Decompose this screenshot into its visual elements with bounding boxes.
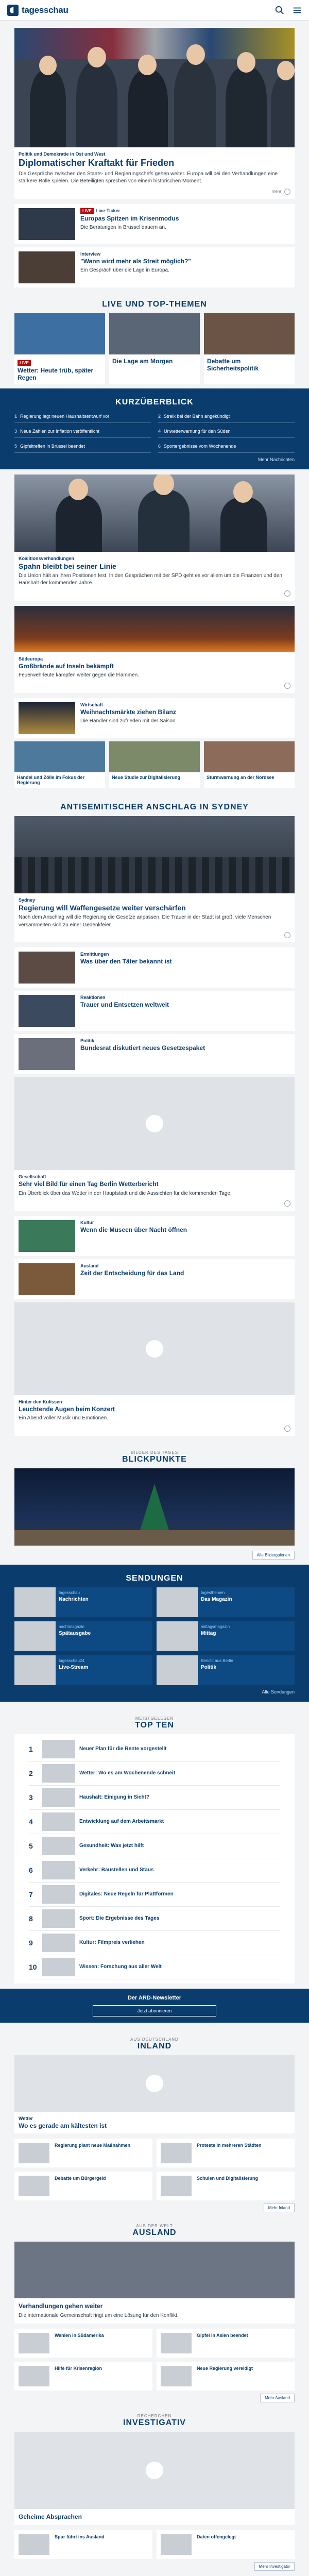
topten-item[interactable]: 8 Sport: Die Ergebnisse des Tages — [29, 1907, 280, 1931]
kurz-item[interactable]: 1 Regierung legt neuen Haushaltsentwurf vor — [14, 411, 151, 423]
kurzueberblick — [0, 388, 309, 469]
list-teaser-title: Was über den Täter bekannt ist — [80, 958, 172, 965]
lead-text: Die Gespräche zwischen den Staats- und Regierungschefs gehen weiter. Europa will bei den Verhandlungen eine stärkere Rolle spielen. Die Beteiligten sprechen von einem historischen Moment. — [19, 171, 278, 184]
list-teaser[interactable]: Politik Bundesrat diskutiert neues Gesetzespaket — [14, 1034, 295, 1074]
section-title-wissen — [14, 2573, 295, 2576]
kurz-item[interactable]: 6 Sportergebnisse vom Wochenende — [158, 441, 295, 453]
list-teaser[interactable]: Regierung plant neue Maßnahmen — [14, 2139, 152, 2167]
media-title: Leuchtende Augen beim Konzert — [19, 1405, 115, 1413]
kurz-title: KURZÜBERBLICK — [115, 398, 194, 407]
sendung-item[interactable]: tagesthemen Das Magazin — [157, 1587, 295, 1617]
list-teaser[interactable]: Kultur Wenn die Museen über Nacht öffnen — [14, 1216, 295, 1256]
list-teaser-text: Ein Gespräch über die Lage in Europa. — [80, 267, 169, 274]
media-text: Ein Abend voller Musik und Emotionen. — [19, 1415, 108, 1421]
sendung-item[interactable]: nachtmagazin Spätausgabe — [14, 1621, 152, 1651]
teaser-dach: Südeuropa — [19, 656, 43, 662]
play-icon[interactable] — [146, 2462, 163, 2479]
list-teaser[interactable]: Spur führt ins Ausland — [14, 2530, 152, 2559]
list-teaser-title: Wenn die Museen über Nacht öffnen — [80, 1226, 187, 1234]
list-teaser-dach: Wirtschaft — [80, 702, 103, 707]
share-icon[interactable] — [284, 189, 290, 195]
teaser-large[interactable] — [14, 606, 295, 693]
teaser-large[interactable] — [14, 474, 295, 601]
thumb-row — [14, 741, 295, 789]
menu-icon[interactable] — [293, 6, 302, 15]
share-icon[interactable] — [284, 683, 290, 689]
topten-item[interactable]: 7 Digitales: Neue Regeln für Plattformen — [29, 1883, 280, 1907]
lead-more-link[interactable]: mehr — [271, 189, 281, 194]
live-item[interactable] — [109, 313, 200, 385]
media-text: Ein Überblick über das Wetter in der Hauptstadt und die Aussichten für die kommenden Tage. — [19, 1190, 232, 1196]
play-icon[interactable] — [146, 1115, 163, 1132]
lead-image — [14, 28, 295, 147]
lead-dachzeile: Politik und Demokratie in Ost und West — [19, 151, 106, 157]
topten-item[interactable]: 2 Wetter: Wo es am Wochenende schneit — [29, 1761, 280, 1786]
play-icon[interactable] — [146, 1340, 163, 1358]
live-badge: LIVE — [80, 208, 94, 214]
lead-teaser[interactable] — [14, 28, 295, 199]
teaser-image — [14, 474, 295, 552]
gallery[interactable] — [14, 1468, 295, 1546]
topten-item[interactable]: 1 Neuer Plan für die Rente vorgestellt — [29, 1737, 280, 1761]
topten-item[interactable]: 3 Haushalt: Einigung in Sicht? — [29, 1786, 280, 1810]
media-title: Sehr viel Bild für einen Tag Berlin Wetterbericht — [19, 1180, 159, 1188]
media-placeholder — [14, 1302, 295, 1395]
list-teaser[interactable]: Ermittlungen Was über den Täter bekannt ist — [14, 947, 295, 988]
sendungen-more-link[interactable]: Alle Sendungen — [262, 1689, 295, 1694]
share-icon[interactable] — [284, 590, 290, 597]
inland-more-button[interactable]: Mehr Inland — [264, 2204, 295, 2212]
logo-text: tagesschau — [22, 5, 68, 15]
list-teaser-dach: Interview — [80, 251, 101, 257]
list-teaser-title: Weihnachtsmärkte ziehen Bilanz — [80, 708, 176, 716]
section-title-blickpunkte: BILDER DES TAGES BLICKPUNKTE — [122, 1450, 187, 1464]
list-teaser[interactable]: Neue Regierung vereidigt — [157, 2362, 295, 2391]
live-item-image — [109, 313, 200, 354]
list-teaser[interactable]: Proteste in mehreren Städten — [157, 2139, 295, 2167]
sendungen — [0, 1565, 309, 1702]
live-item[interactable] — [204, 313, 295, 385]
list-teaser-text: Die Händler sind zufrieden mit der Saison. — [80, 718, 177, 724]
thumb-item[interactable] — [109, 741, 200, 789]
gallery-image — [14, 1468, 295, 1546]
lead-meta — [19, 185, 290, 199]
share-icon[interactable] — [284, 1200, 290, 1207]
feature-headline: Regierung will Waffengesetze weiter verschärfen — [19, 904, 186, 912]
feature-text: Nach dem Anschlag will die Regierung die Gesetze anpassen. Die Trauer in der Stadt ist groß, viele Menschen versammelten sich zu einer Gedenkfeier. — [19, 914, 271, 928]
list-teaser-title: "Wann wird mehr als Streit möglich?" — [80, 257, 191, 265]
thumb-item[interactable] — [204, 741, 295, 789]
section-title-feature: ANTISEMITISCHER ANSCHLAG IN SYDNEY — [60, 803, 249, 812]
share-icon[interactable] — [284, 932, 290, 938]
newsletter-title: Der ARD-Newsletter — [127, 1994, 182, 2001]
topten-list — [14, 1734, 295, 1984]
list-teaser-image — [19, 208, 75, 240]
header-icons — [275, 6, 302, 15]
kurz-grid — [14, 411, 295, 452]
live-item-image — [14, 313, 105, 354]
list-teaser[interactable] — [14, 204, 295, 244]
thumb-item-title: Neue Studie zur Digitalisierung — [112, 774, 181, 780]
list-teaser-dach: Live-Ticker — [95, 208, 121, 214]
list-teaser[interactable]: Wahlen in Südamerika — [14, 2329, 152, 2358]
newsletter-banner — [0, 1989, 309, 2023]
sendungen-title: SENDUNGEN — [126, 1573, 183, 1583]
media-dach: Gesellschaft — [19, 1174, 46, 1180]
ausland-more-button[interactable]: Mehr Ausland — [260, 2394, 295, 2402]
live-row — [14, 313, 295, 385]
topten-item[interactable]: 10 Wissen: Forschung aus aller Welt — [29, 1955, 280, 1979]
topten-item[interactable]: 4 Entwicklung auf dem Arbeitsmarkt — [29, 1810, 280, 1834]
list-teaser[interactable] — [14, 698, 295, 738]
kurz-item[interactable]: 4 Unwetterwarnung für den Süden — [158, 426, 295, 438]
logo-mark-icon — [7, 5, 19, 16]
thumb-item-title: Sturmwarnung an der Nordsee — [207, 774, 274, 780]
live-badge: LIVE — [18, 360, 31, 366]
ausland-lead-title: Verhandlungen gehen weiter — [19, 2302, 103, 2310]
search-icon[interactable] — [275, 6, 284, 15]
list-teaser[interactable]: Daten offengelegt — [157, 2530, 295, 2559]
section-title-inland: AUS DEUTSCHLAND INLAND — [130, 2037, 179, 2050]
topten-item[interactable]: 5 Gesundheit: Was jetzt hilft — [29, 1834, 280, 1858]
list-teaser-title: Bundesrat diskutiert neues Gesetzespaket — [80, 1044, 205, 1052]
live-item-title: Debatte um Sicherheitspolitik — [207, 357, 259, 372]
inland-lead-title: Wo es gerade am kältesten ist — [19, 2122, 107, 2129]
list-teaser-title: Trauer und Entsetzen weltweit — [80, 1001, 169, 1009]
teaser-title: Großbrände auf Inseln bekämpft — [19, 662, 114, 670]
section-title-topten: MEISTGELESEN TOP TEN — [135, 1716, 174, 1730]
media-placeholder — [14, 1077, 295, 1170]
inland-lead[interactable]: Wetter Wo es gerade am kältesten ist — [14, 2055, 295, 2133]
list-teaser[interactable]: Gipfel in Asien beendet — [157, 2329, 295, 2358]
kurz-item[interactable]: 5 Gipfeltreffen in Brüssel beendet — [14, 441, 151, 453]
share-icon[interactable] — [284, 1426, 290, 1432]
list-teaser[interactable]: Reaktionen Trauer und Entsetzen weltweit — [14, 991, 295, 1031]
site-header — [0, 0, 309, 21]
topten-item[interactable]: 9 Kultur: Filmpreis verliehen — [29, 1931, 280, 1955]
teaser-text: Die Union hält an ihren Positionen fest. In den Gesprächen mit der SPD geht es vor allem um die Finanzen und den Haushalt der kommenden Jahre. — [19, 572, 282, 586]
newsletter-button[interactable]: Jetzt abonnieren — [93, 2005, 216, 2016]
thumb-item-title: Handel und Zölle im Fokus der Regierung — [17, 774, 85, 786]
kurz-item[interactable]: 2 Streik bei der Bahn angekündigt — [158, 411, 295, 423]
list-teaser-image — [19, 251, 75, 283]
teaser-image — [14, 606, 295, 652]
live-item-title: Die Lage am Morgen — [112, 357, 173, 365]
media-teaser[interactable] — [14, 1077, 295, 1211]
live-item-title: Wetter: Heute trüb, später Regen — [18, 366, 94, 382]
sendung-item[interactable]: mittagsmagazin Mittag — [157, 1621, 295, 1651]
list-teaser-text: Die Beratungen in Brüssel dauern an. — [80, 225, 166, 231]
lead-headline: Diplomatischer Kraftakt für Frieden — [19, 158, 175, 168]
live-item[interactable] — [14, 313, 105, 385]
list-teaser[interactable]: Schulen und Digitalisierung — [157, 2172, 295, 2200]
sendung-item[interactable]: Bericht aus Berlin Politik — [157, 1655, 295, 1685]
feature-teaser[interactable] — [14, 816, 295, 942]
investigativ-lead[interactable]: Geheime Absprachen — [14, 2432, 295, 2524]
teaser-text: Feuerwehrleute kämpfen weiter gegen die Flammen. — [19, 672, 140, 679]
media-teaser[interactable] — [14, 1302, 295, 1436]
kurz-item[interactable]: 3 Neue Zahlen zur Inflation veröffentlicht — [14, 426, 151, 438]
logo[interactable] — [7, 5, 68, 16]
list-teaser-title: Europas Spitzen im Krisenmodus — [80, 214, 179, 222]
section-title-investigativ: RECHERCHEN INVESTIGATIV — [123, 2414, 186, 2428]
list-teaser[interactable]: Hilfe für Krisenregion — [14, 2362, 152, 2391]
topten-item[interactable]: 6 Verkehr: Baustellen und Staus — [29, 1858, 280, 1883]
list-teaser[interactable]: Ausland Zeit der Entscheidung für das Land — [14, 1259, 295, 1299]
feature-dach: Sydney — [19, 897, 36, 903]
investigativ-more-button[interactable]: Mehr Investigativ — [254, 2562, 295, 2571]
teaser-title: Spahn bleibt bei seiner Linie — [19, 562, 116, 570]
list-teaser[interactable]: Debatte um Bürgergeld — [14, 2172, 152, 2200]
teaser-dach: Koalitionsverhandlungen — [19, 555, 75, 561]
sendung-item[interactable]: tagesschau24 Live-Stream — [14, 1655, 152, 1685]
list-teaser[interactable] — [14, 247, 295, 287]
thumb-item[interactable] — [14, 741, 105, 789]
play-icon[interactable] — [146, 2075, 163, 2092]
section-title-live: LIVE UND TOP-THEMEN — [102, 299, 207, 309]
kurz-more-link[interactable]: Mehr Nachrichten — [258, 456, 295, 462]
section-title-ausland: AUS DER WELT AUSLAND — [132, 2224, 177, 2238]
feature-image — [14, 816, 295, 893]
ausland-lead[interactable]: Verhandlungen gehen weiter Die internationale Gemeinschaft ringt um eine Lösung für den Konflikt. — [14, 2242, 295, 2324]
live-item-image — [204, 313, 295, 354]
list-teaser-image — [19, 702, 75, 734]
list-teaser-title: Zeit der Entscheidung für das Land — [80, 1269, 184, 1277]
media-dach: Hinter den Kulissen — [19, 1399, 62, 1405]
gallery-more-button[interactable]: Alle Bildergalerien — [252, 1551, 295, 1560]
sendung-item[interactable]: tagesschau Nachrichten — [14, 1587, 152, 1617]
